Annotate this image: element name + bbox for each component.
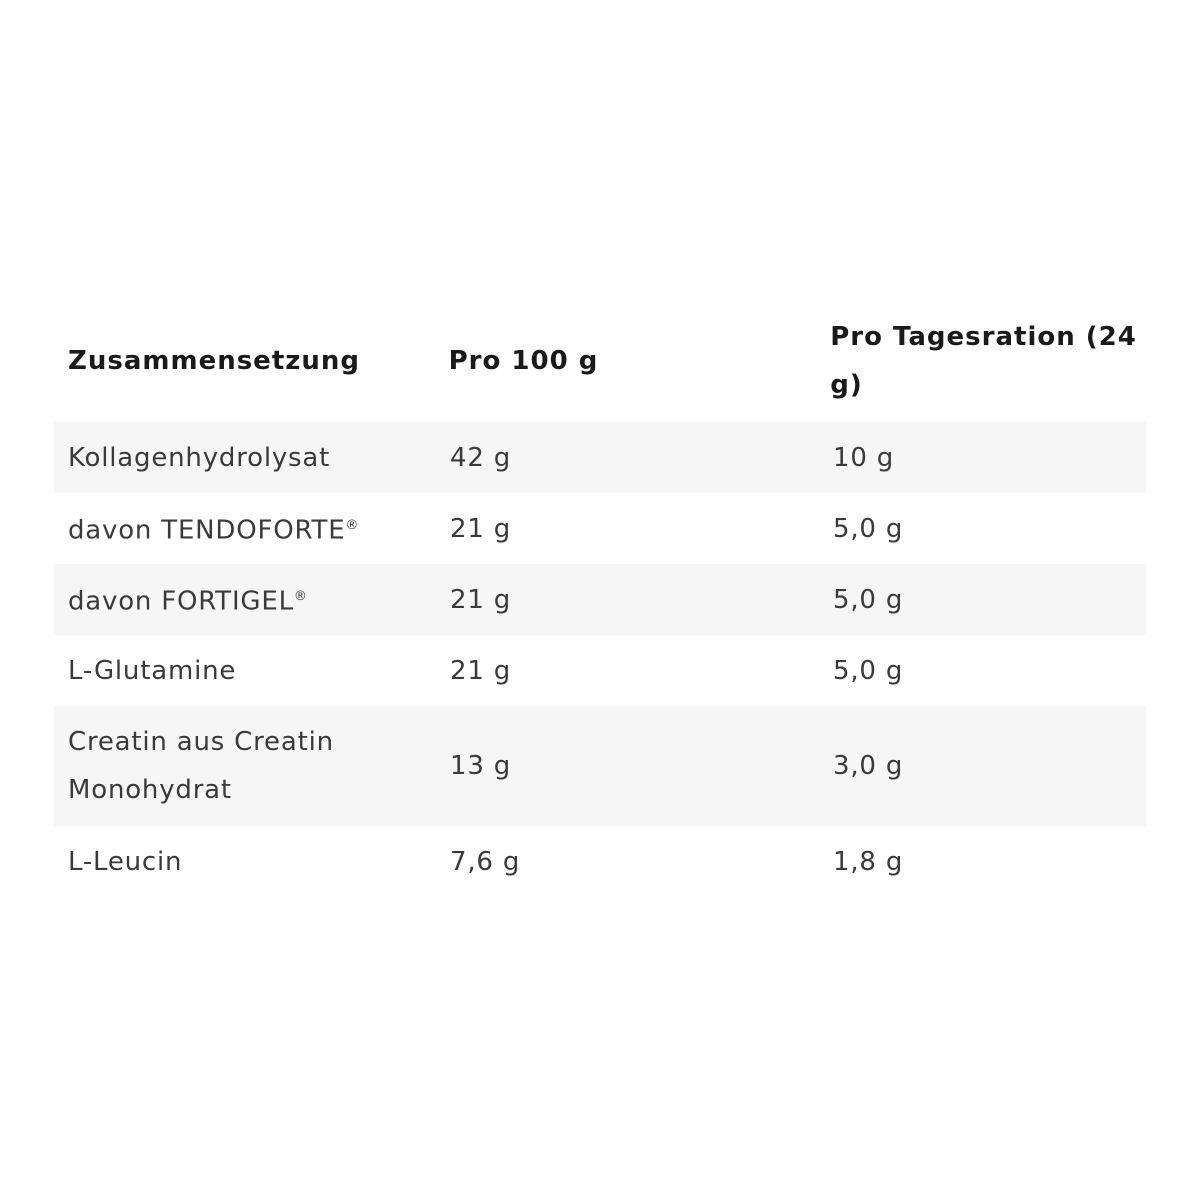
table-row bbox=[54, 706, 1146, 826]
ingredient-name: davon TENDOFORTE® bbox=[68, 515, 359, 546]
ingredient-name: L-Glutamine bbox=[68, 655, 237, 686]
table-row bbox=[54, 564, 1146, 635]
amount-per-day: 5,0 g bbox=[833, 513, 904, 544]
amount-per-100g: 7,6 g bbox=[450, 846, 521, 877]
amount-per-day: 3,0 g bbox=[833, 751, 904, 781]
table-row bbox=[54, 635, 1146, 706]
table-row bbox=[54, 826, 1146, 897]
registered-mark: ® bbox=[293, 589, 307, 605]
header-composition: Zusammensetzung bbox=[68, 346, 361, 376]
amount-per-100g: 21 g bbox=[450, 655, 512, 686]
amount-per-day: 1,8 g bbox=[833, 846, 904, 877]
table-row bbox=[54, 493, 1146, 564]
ingredient-name: L-Leucin bbox=[68, 846, 183, 877]
table-header-row bbox=[54, 300, 1146, 422]
registered-mark: ® bbox=[345, 518, 359, 534]
header-per-100g: Pro 100 g bbox=[448, 346, 599, 376]
table-row bbox=[54, 422, 1146, 493]
amount-per-100g: 42 g bbox=[450, 442, 512, 473]
amount-per-day: 10 g bbox=[833, 442, 895, 473]
ingredient-name: davon FORTIGEL® bbox=[68, 586, 307, 617]
amount-per-100g: 13 g bbox=[450, 751, 512, 781]
amount-per-day: 5,0 g bbox=[833, 584, 904, 615]
header-per-daily-ration: Pro Tagesration (24 g) bbox=[830, 322, 1137, 400]
amount-per-100g: 21 g bbox=[450, 513, 512, 544]
amount-per-100g: 21 g bbox=[450, 584, 512, 615]
composition-table bbox=[54, 300, 1146, 897]
ingredient-name: Creatin aus Creatin Monohydrat bbox=[68, 727, 334, 805]
amount-per-day: 5,0 g bbox=[833, 655, 904, 686]
ingredient-name: Kollagenhydrolysat bbox=[68, 442, 331, 473]
